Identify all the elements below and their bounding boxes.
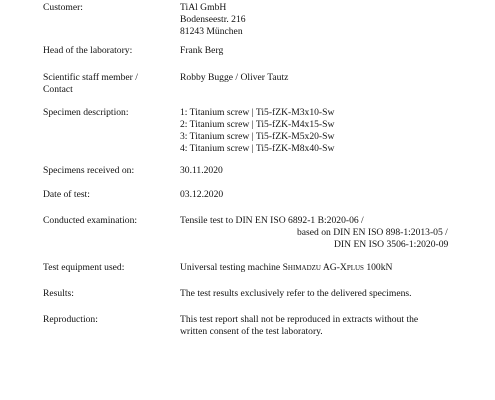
- specimen-item-3: 3: Titanium screw | Ti5-fZK-M5x20-Sw: [180, 131, 335, 142]
- customer-street: Bodenseestr. 216: [180, 14, 246, 25]
- head-label: Head of the laboratory:: [43, 45, 133, 56]
- staff-value: Robby Bugge / Oliver Tautz: [180, 72, 289, 83]
- exam-value: [180, 215, 480, 251]
- customer-name: TiAl GmbH: [180, 2, 227, 13]
- date-value: 03.12.2020: [180, 189, 224, 200]
- specimen-label: Specimen description:: [43, 107, 129, 118]
- specimen-item-1: 1: Titanium screw | Ti5-fZK-M3x10-Sw: [180, 107, 335, 118]
- head-value: Frank Berg: [180, 45, 224, 56]
- reproduction-line-1: This test report shall not be reproduced in extracts without the: [180, 314, 419, 325]
- equipment-value: [180, 262, 480, 274]
- staff-label-line-2: Contact: [43, 84, 73, 95]
- equipment-label: Test equipment used:: [43, 262, 125, 273]
- reproduction-label: Reproduction:: [43, 314, 98, 325]
- reproduction-value: [180, 314, 480, 338]
- results-value: The test results exclusively refer to the delivered specimens.: [180, 288, 412, 299]
- specimen-item-4: 4: Titanium screw | Ti5-fZK-M8x40-Sw: [180, 143, 335, 154]
- received-label: Specimens received on:: [43, 165, 135, 176]
- equipment-capacity: 100kN: [363, 262, 393, 273]
- customer-label: Customer:: [43, 2, 83, 13]
- received-value: 30.11.2020: [180, 165, 223, 176]
- specimen-value: [180, 107, 480, 155]
- exam-line-2: based on DIN EN ISO 898-1:2013-05 /: [297, 227, 448, 238]
- exam-label: Conducted examination:: [43, 215, 138, 226]
- exam-line-3: DIN EN ISO 3506-1:2020-09: [334, 239, 449, 250]
- staff-label-line-1: Scientific staff member /: [43, 72, 138, 83]
- equipment-machine: Shimadzu AG-Xplus: [282, 262, 364, 273]
- staff-label: [43, 72, 173, 96]
- exam-line-1: Tensile test to DIN EN ISO 6892-1 B:2020-06 /: [180, 215, 364, 226]
- specimen-item-2: 2: Titanium screw | Ti5-fZK-M4x15-Sw: [180, 119, 335, 130]
- results-label: Results:: [43, 288, 74, 299]
- equipment-prefix: Universal testing machine: [180, 262, 283, 273]
- customer-city: 81243 München: [180, 26, 243, 37]
- reproduction-line-2: written consent of the test laboratory.: [180, 326, 323, 337]
- customer-value: [180, 2, 480, 38]
- date-label: Date of test:: [43, 189, 90, 200]
